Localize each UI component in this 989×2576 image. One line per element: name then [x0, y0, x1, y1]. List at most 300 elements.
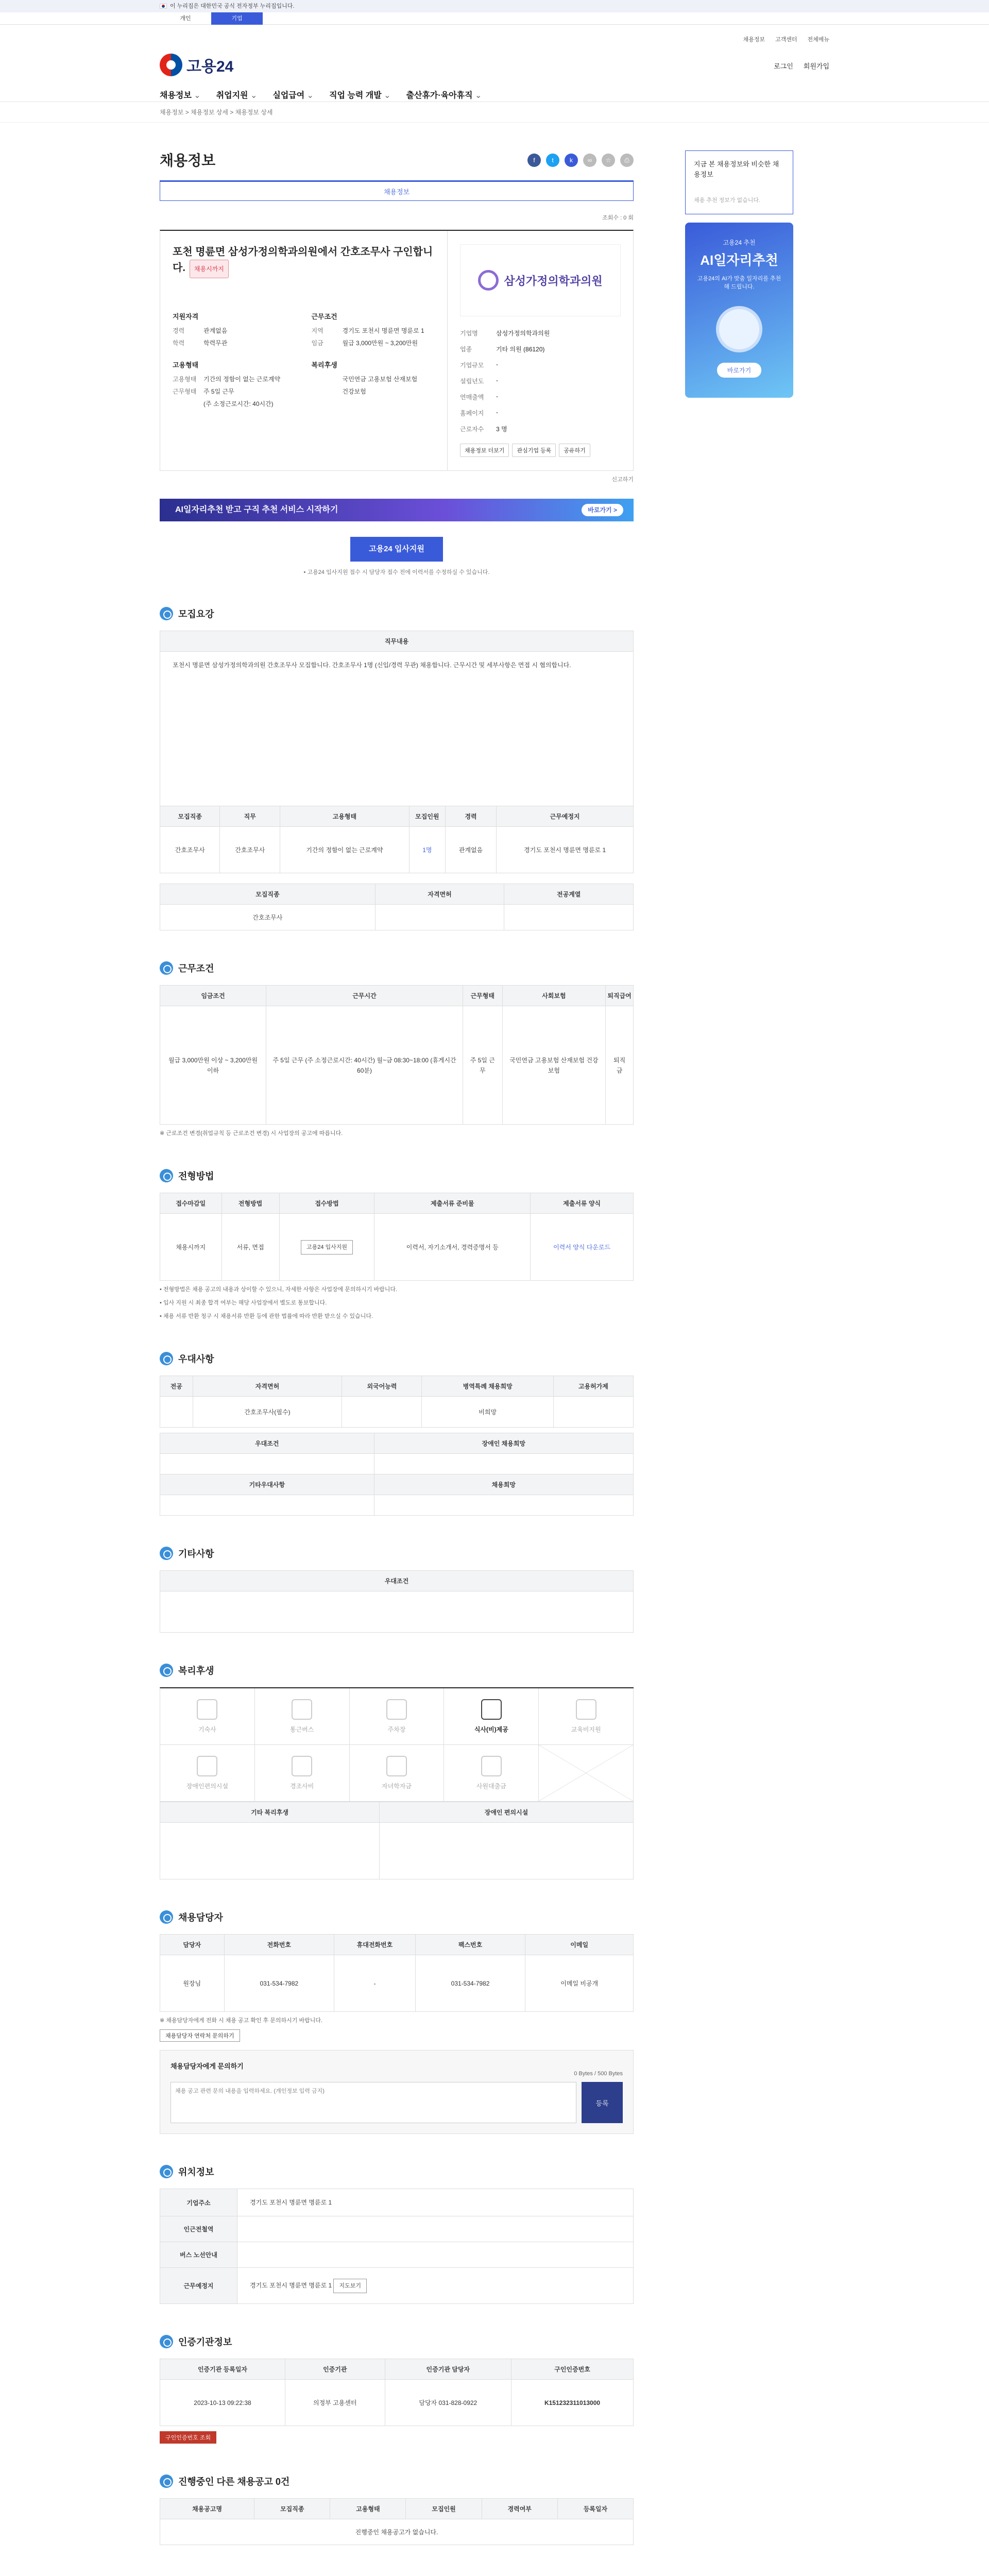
company-key: 설립년도 [460, 378, 484, 385]
section-title-text: 근무조건 [178, 963, 214, 974]
util-link-jobs[interactable]: 채용정보 [743, 37, 765, 43]
section-title-text: 위치정보 [178, 2167, 214, 2177]
deadline-badge: 채용시까지 [190, 260, 229, 278]
company-key: 연매출액 [460, 394, 484, 401]
inquiry-submit-button[interactable]: 등록 [582, 2082, 623, 2123]
table-cell [160, 1495, 374, 1516]
col-header: 근무예정지 [497, 806, 634, 827]
welfare-label: 장애인편의시설 [186, 1783, 228, 1790]
company-value: 3 명 [496, 426, 507, 433]
kakao-icon[interactable]: k [565, 154, 578, 167]
table-row [160, 2380, 634, 2426]
kv-value: 건강보험 [342, 388, 366, 395]
row-header: 기업주소 [160, 2189, 237, 2216]
table-cell: 주 5일 근무 [463, 1006, 502, 1125]
util-links [743, 35, 829, 43]
more-jobs-button[interactable]: 채용정보 더보기 [460, 444, 509, 457]
table-cell [374, 1495, 633, 1516]
row-header: 버스 노선안내 [160, 2242, 237, 2268]
table-cell: 경기도 포천시 명륜면 명륜로 1 [497, 827, 634, 873]
kv-key: 고용형태 [173, 376, 197, 383]
similar-jobs-title: 지금 본 채용정보와 비슷한 채용정보 [694, 160, 779, 178]
login-link[interactable]: 로그인 [774, 62, 793, 70]
process-note: • 채용 서류 반환 청구 시 채용서류 반환 등에 관한 법률에 따라 반환 받으실 수 있습니다. [160, 1313, 373, 1319]
company-value: - [496, 393, 498, 400]
accessibility-icon [197, 1756, 217, 1776]
col-header: 담당자 [160, 1935, 225, 1955]
table-cell: 031-534-7982 [224, 1955, 334, 2012]
col-header: 접수마감일 [160, 1193, 222, 1214]
col-header: 인증기관 등록일자 [160, 2359, 285, 2380]
company-info [448, 231, 633, 470]
kv-value: 기간의 정함이 없는 근로계약 [203, 376, 281, 383]
gov-banner-text: 이 누리집은 대한민국 공식 전자정부 누리집입니다. [170, 3, 295, 9]
ai-sub: 고용24 추천 [723, 239, 756, 246]
table-cell: 비희망 [422, 1397, 553, 1428]
job-title-text: 포천 명륜면 삼성가정의학과의원에서 간호조무사 구인합니다. [173, 246, 433, 274]
recruit-table [160, 631, 634, 873]
table-row [160, 1397, 634, 1428]
company-value: - [496, 409, 498, 416]
kv-key: 지역 [311, 327, 323, 334]
kv-value: 월급 3,000만원 ~ 3,200만원 [342, 340, 418, 347]
section-title [160, 2165, 634, 2178]
company-rows [460, 329, 621, 433]
table-cell: 퇴직금 [606, 1006, 634, 1125]
row-header: 근무예정지 [160, 2268, 237, 2304]
table-row [160, 2268, 634, 2304]
ai-go-button[interactable]: 바로가기 [717, 363, 761, 378]
section-title-text: 채용담당자 [178, 1912, 223, 1923]
col-header: 전화번호 [224, 1935, 334, 1955]
kv-value: 경기도 포천시 명륜면 명륜로 1 [342, 327, 424, 334]
process-note: • 전형방법은 채용 공고의 내용과 상이할 수 있으니, 자세한 사항은 사업장에 문의하시기 바랍니다. [160, 1286, 398, 1293]
col-header: 경력여부 [482, 2499, 557, 2519]
col-header: 전형방법 [221, 1193, 279, 1214]
col-header: 휴대전화번호 [334, 1935, 416, 1955]
table-cell: 월급 3,000만원 이상 ~ 3,200만원 이하 [160, 1006, 266, 1125]
kv-value: 학력무관 [203, 340, 228, 347]
col-header: 전공 [160, 1376, 193, 1397]
col-header: 팩스번호 [415, 1935, 525, 1955]
table-cell: 2023-10-13 09:22:38 [160, 2380, 285, 2426]
table-row [160, 827, 634, 873]
side-panel [685, 150, 793, 398]
kv-key: 학력 [173, 340, 185, 347]
section-icon [160, 2475, 173, 2488]
ai-desc: 고용24의 AI가 맞춤 일자리를 추천해 드립니다. [697, 276, 781, 290]
process-note: • 입사 지원 시 최종 합격 여부는 해당 사업장에서 별도로 통보합니다. [160, 1300, 327, 1306]
kv-value: 국민연금 고용보험 산재보험 [342, 376, 418, 383]
section-title [160, 1352, 634, 1365]
section-title [160, 607, 634, 620]
kv-value: 주 5일 근무 [203, 388, 234, 395]
kv-key [173, 399, 203, 408]
table-row [160, 1454, 634, 1475]
breadcrumb-text: 채용정보 > 채용정보 상세 > 채용정보 상세 [160, 109, 273, 116]
empty-message: 진행중인 채용공고가 없습니다. [160, 2519, 634, 2545]
welfare-item [160, 1745, 255, 1802]
recruit-table-2 [160, 884, 634, 930]
table-cell [374, 1454, 633, 1475]
kv-key [312, 375, 343, 383]
table-cell [342, 1397, 422, 1428]
table-row [160, 2242, 634, 2268]
util-link-help[interactable]: 고객센터 [775, 37, 797, 43]
col-header: 우대조건 [160, 1433, 374, 1454]
ai-recommend-banner[interactable] [685, 223, 793, 398]
util-link-allmenu[interactable]: 전체메뉴 [807, 37, 829, 43]
table-cell: 이력서, 자기소개서, 경력증명서 등 [374, 1214, 531, 1281]
page-title: 채용정보 [160, 152, 216, 168]
col-header: 자격면허 [375, 884, 504, 905]
location-table [160, 2189, 634, 2304]
section-icon [160, 1352, 173, 1365]
section-icon [160, 2165, 173, 2178]
share-toolbar [527, 154, 634, 167]
col-header: 기타우대사항 [160, 1475, 374, 1495]
gov-banner [0, 0, 989, 12]
byte-counter: 0 Bytes / 500 Bytes [574, 2071, 623, 2077]
col-header: 모집직종 [160, 884, 376, 905]
welfare-label: 사원대출금 [476, 1783, 506, 1790]
section-icon [160, 2335, 173, 2348]
section-other-jobs [160, 2475, 634, 2545]
kv-key: 근무형태 [173, 388, 197, 395]
section-title-text: 전형방법 [178, 1171, 214, 1181]
welfare-label: 통근버스 [290, 1726, 314, 1733]
similar-jobs-box [685, 150, 793, 214]
pref-table [160, 1376, 634, 1428]
work-address: 경기도 포천시 명륜면 명륜로 1 [250, 2281, 332, 2289]
col-header: 구인인증번호 [511, 2359, 634, 2380]
kv-row [312, 375, 435, 383]
col-header: 모집직종 [160, 806, 220, 827]
company-logo-icon [478, 270, 499, 291]
table-cell: 채용시까지 [160, 1214, 222, 1281]
company-value: - [496, 361, 498, 368]
table-cell: 1명 [409, 827, 445, 873]
company-value: 기타 의원 (86120) [496, 346, 545, 353]
education-icon [576, 1699, 596, 1720]
welfare-grid [160, 1687, 634, 1802]
join-link[interactable]: 회원가입 [803, 62, 829, 70]
col-header: 직무 [220, 806, 280, 827]
col-header: 장애인 편의시설 [380, 1802, 634, 1823]
table-cell: 이메일 비공개 [525, 1955, 634, 2012]
kv-row [173, 375, 296, 383]
table-cell: 국민연금 고용보험 산재보험 건강보험 [502, 1006, 606, 1125]
welfare-label: 자녀학자금 [382, 1783, 412, 1790]
col-header: 근무시간 [266, 986, 463, 1006]
section-title [160, 2475, 634, 2488]
inquiry-textarea[interactable] [170, 2082, 576, 2123]
cert-lookup-button[interactable]: 구인인증번호 조회 [160, 2431, 216, 2444]
company-key: 업종 [460, 346, 472, 353]
inquiry-box [160, 2050, 634, 2134]
welfare-item [539, 1688, 634, 1745]
section-icon [160, 1664, 173, 1677]
work-condition-head: 근무조건 [311, 313, 337, 320]
col-header: 채용공고명 [160, 2499, 254, 2519]
table-row [160, 905, 634, 930]
section-title-text: 인증기관정보 [178, 2337, 232, 2347]
report-link[interactable]: 신고하기 [611, 477, 634, 483]
section-location [160, 2165, 634, 2304]
table-cell [237, 2242, 634, 2268]
ai-ad-banner[interactable] [160, 499, 634, 521]
col-header: 우대조건 [160, 1571, 634, 1591]
kv-key [312, 387, 343, 396]
job-summary [160, 231, 448, 470]
form-download-link[interactable]: 이력서 양식 다운로드 [531, 1214, 634, 1281]
section-title [160, 1664, 634, 1677]
table-cell [160, 1454, 374, 1475]
apply-method-button[interactable]: 고용24 입사지원 [301, 1240, 353, 1255]
process-table [160, 1193, 634, 1281]
welfare-label: 식사(비)제공 [474, 1726, 508, 1733]
table-cell: 의정부 고용센터 [285, 2380, 385, 2426]
company-logo-name: 삼성가정의학과의원 [504, 274, 603, 287]
col-header: 임금조건 [160, 986, 266, 1006]
section-cert [160, 2335, 634, 2444]
table-cell [504, 905, 634, 930]
table-cell: K151232311013000 [511, 2380, 634, 2426]
company-logo [460, 244, 621, 316]
table-cell: 서류, 면접 [221, 1214, 279, 1281]
map-button[interactable]: 지도보기 [333, 2279, 367, 2293]
col-header: 제출서류 양식 [531, 1193, 634, 1214]
col-header: 사회보험 [502, 986, 606, 1006]
top-tabs [0, 12, 989, 25]
company-row [460, 345, 621, 353]
apply-button[interactable]: 고용24 입사지원 [350, 537, 443, 562]
table-cell: 간호조무사 [220, 827, 280, 873]
col-header: 퇴직급여 [606, 986, 634, 1006]
table-cell [375, 905, 504, 930]
section-work [160, 961, 634, 1138]
section-title-text: 기타사항 [178, 1549, 214, 1559]
parking-icon [386, 1699, 407, 1720]
section-title [160, 1547, 634, 1560]
col-header: 자격면허 [193, 1376, 342, 1397]
section-icon [160, 607, 173, 620]
facebook-icon[interactable]: f [527, 154, 541, 167]
welfare-label: 기숙사 [198, 1726, 216, 1733]
company-buttons [460, 444, 621, 457]
login-area [774, 61, 829, 71]
section-icon [160, 1910, 173, 1924]
table-cell [160, 1823, 380, 1879]
company-key: 홈페이지 [460, 410, 484, 417]
company-row [460, 329, 621, 337]
col-header: 채용희망 [374, 1475, 633, 1495]
table-cell [237, 2268, 634, 2304]
section-recruit [160, 607, 634, 930]
section-title-text: 진행중인 다른 채용공고 0건 [178, 2477, 290, 2487]
nav-item-leave[interactable]: 출산휴가·육아휴직 ⌄ [406, 89, 482, 100]
tab-company[interactable]: 기업 [211, 12, 263, 25]
table-row [160, 2519, 634, 2545]
job-title [173, 244, 435, 278]
site-name: 고용24 [186, 58, 234, 75]
section-title-text: 모집요강 [178, 609, 214, 619]
link-icon[interactable]: ∞ [583, 154, 596, 167]
kv-value: (주 소정근로시간: 40시간) [203, 400, 274, 408]
col-header: 기타 복리후생 [160, 1802, 380, 1823]
site-header [0, 25, 989, 102]
welfare-label: 경조사비 [290, 1783, 314, 1790]
nav-item-jobs[interactable]: 채용정보 ⌄ [160, 89, 201, 100]
twitter-icon[interactable]: t [546, 154, 559, 167]
section-title-text: 복리후생 [178, 1666, 214, 1676]
table-row [160, 2189, 634, 2216]
table-cell: 031-534-7982 [415, 1955, 525, 2012]
company-value: 삼성가정의학과의원 [496, 330, 550, 337]
section-welfare [160, 1664, 634, 1879]
welfare-item [444, 1745, 539, 1802]
table-cell [553, 1397, 633, 1428]
company-key: 기업규모 [460, 362, 484, 369]
main-content [160, 144, 634, 2576]
company-row [460, 377, 621, 385]
other-jobs-table [160, 2498, 634, 2545]
welfare-item [350, 1688, 445, 1745]
ad-go-button[interactable]: 바로가기 > [582, 504, 623, 516]
table-cell [160, 1397, 193, 1428]
table-cell: 기간의 정함이 없는 근로계약 [280, 827, 409, 873]
qualification-head: 지원자격 [173, 313, 199, 320]
gift-icon [292, 1756, 312, 1776]
col-header: 인증기관 담당자 [385, 2359, 511, 2380]
table-cell: 주 5일 근무 (주 소정근로시간: 40시간) 월~금 08:30~18:00 (휴게시간 60분) [266, 1006, 463, 1125]
scrap-icon[interactable]: ☆ [602, 154, 615, 167]
recruit-body: 포천시 명륜면 삼성가정의학과의원 간호조무사 모집합니다. 간호조무사 1명 (신입/경력 무관) 채용합니다. 근무시간 및 세부사항은 면접 시 협의합니다. [160, 652, 634, 806]
col-header: 근무형태 [463, 986, 502, 1006]
work-note: ※ 근로조건 변경(취업규칙 등 근로조건 변경) 시 사업장의 공고에 따릅니다. [160, 1130, 343, 1137]
section-title [160, 1910, 634, 1924]
col-header: 모집인원 [406, 2499, 482, 2519]
welfare-table [160, 1802, 634, 1879]
table-cell: 원장님 [160, 1955, 225, 2012]
nav-item-benefit[interactable]: 실업급여 ⌄ [272, 89, 314, 100]
section-icon [160, 961, 173, 975]
table-row [160, 1823, 634, 1879]
section-icon [160, 1547, 173, 1560]
tab-job-info[interactable]: 채용정보 [160, 180, 634, 201]
table-row [160, 1591, 634, 1633]
col-header: 등록일자 [557, 2499, 633, 2519]
site-logo[interactable] [160, 54, 233, 76]
share-company-button[interactable]: 공유하기 [559, 444, 590, 457]
kv-row [173, 399, 296, 408]
section-title-text: 우대사항 [178, 1354, 214, 1364]
section-preference [160, 1352, 634, 1516]
col-header: 모집직종 [254, 2499, 330, 2519]
table-row [160, 1006, 634, 1125]
welfare-head: 복리후생 [311, 361, 337, 369]
recruit-head: 직무내용 [160, 631, 634, 652]
table-cell [380, 1823, 634, 1879]
table-cell: 간호조무사(필수) [193, 1397, 342, 1428]
job-key-values [173, 299, 435, 412]
col-header: 병역특례 채용희망 [422, 1376, 553, 1397]
company-value: - [496, 377, 498, 384]
company-row [460, 409, 621, 417]
welfare-item-empty [539, 1745, 634, 1802]
breadcrumb [0, 102, 989, 123]
welfare-item [350, 1745, 445, 1802]
kv-row [173, 326, 296, 335]
meal-icon [481, 1699, 502, 1720]
company-key: 근로자수 [460, 426, 484, 433]
ad-text: AI일자리추천 받고 구직 추천 서비스 시작하기 [175, 505, 338, 514]
col-header: 장애인 채용희망 [374, 1433, 633, 1454]
company-row [460, 425, 621, 433]
welfare-item [444, 1688, 539, 1745]
manager-note: ※ 채용담당자에게 전화 시 채용 공고 확인 후 문의하시기 바랍니다. [160, 2018, 323, 2024]
pref-table-2 [160, 1433, 634, 1516]
inquiry-title: 채용담당자에게 문의하기 [170, 2062, 244, 2070]
welfare-item [160, 1688, 255, 1745]
col-header: 이메일 [525, 1935, 634, 1955]
nav-item-training[interactable]: 직업 능력 개발 ⌄ [329, 89, 391, 100]
welfare-item [255, 1688, 350, 1745]
table-cell: 담당자 031-828-0922 [385, 2380, 511, 2426]
table-cell: 경기도 포천시 명륜면 명륜로 1 [237, 2189, 634, 2216]
section-title [160, 961, 634, 975]
row-header: 인근전철역 [160, 2216, 237, 2242]
col-header: 고용형태 [330, 2499, 406, 2519]
col-header: 전공계열 [504, 884, 634, 905]
kv-key: 임금 [311, 340, 323, 347]
section-title [160, 1169, 634, 1182]
section-title [160, 2335, 634, 2348]
table-row [160, 1214, 634, 1281]
table-cell [237, 2216, 634, 2242]
company-row [460, 393, 621, 401]
table-cell: 간호조무사 [160, 905, 376, 930]
section-etc [160, 1547, 634, 1633]
col-header: 경력 [445, 806, 496, 827]
etc-table [160, 1570, 634, 1633]
company-key: 기업명 [460, 330, 478, 337]
table-cell: 간호조무사 [160, 827, 220, 873]
table-row [160, 2216, 634, 2242]
print-icon[interactable]: ⎙ [620, 154, 634, 167]
kv-value: 관계없음 [203, 327, 228, 334]
contact-manager-button[interactable]: 채용담당자 연락처 문의하기 [160, 2029, 240, 2042]
similar-jobs-empty: 채용 추천 정보가 없습니다. [694, 197, 761, 204]
korea-flag-icon [160, 4, 167, 9]
main-nav [160, 89, 482, 100]
scholarship-icon [386, 1756, 407, 1776]
interest-company-button[interactable]: 관심기업 등록 [512, 444, 556, 457]
table-row [160, 1955, 634, 2012]
kv-row [312, 387, 435, 396]
tab-personal[interactable]: 개인 [180, 15, 191, 22]
kv-key: 경력 [173, 327, 185, 334]
welfare-item [255, 1745, 350, 1802]
col-header: 고용허가제 [553, 1376, 633, 1397]
nav-item-support[interactable]: 취업지원 ⌄ [216, 89, 258, 100]
logo-icon [160, 54, 182, 76]
col-header: 모집인원 [409, 806, 445, 827]
section-icon [160, 1169, 173, 1182]
table-row [160, 1495, 634, 1516]
col-header: 접수방법 [279, 1193, 374, 1214]
section-process [160, 1169, 634, 1321]
